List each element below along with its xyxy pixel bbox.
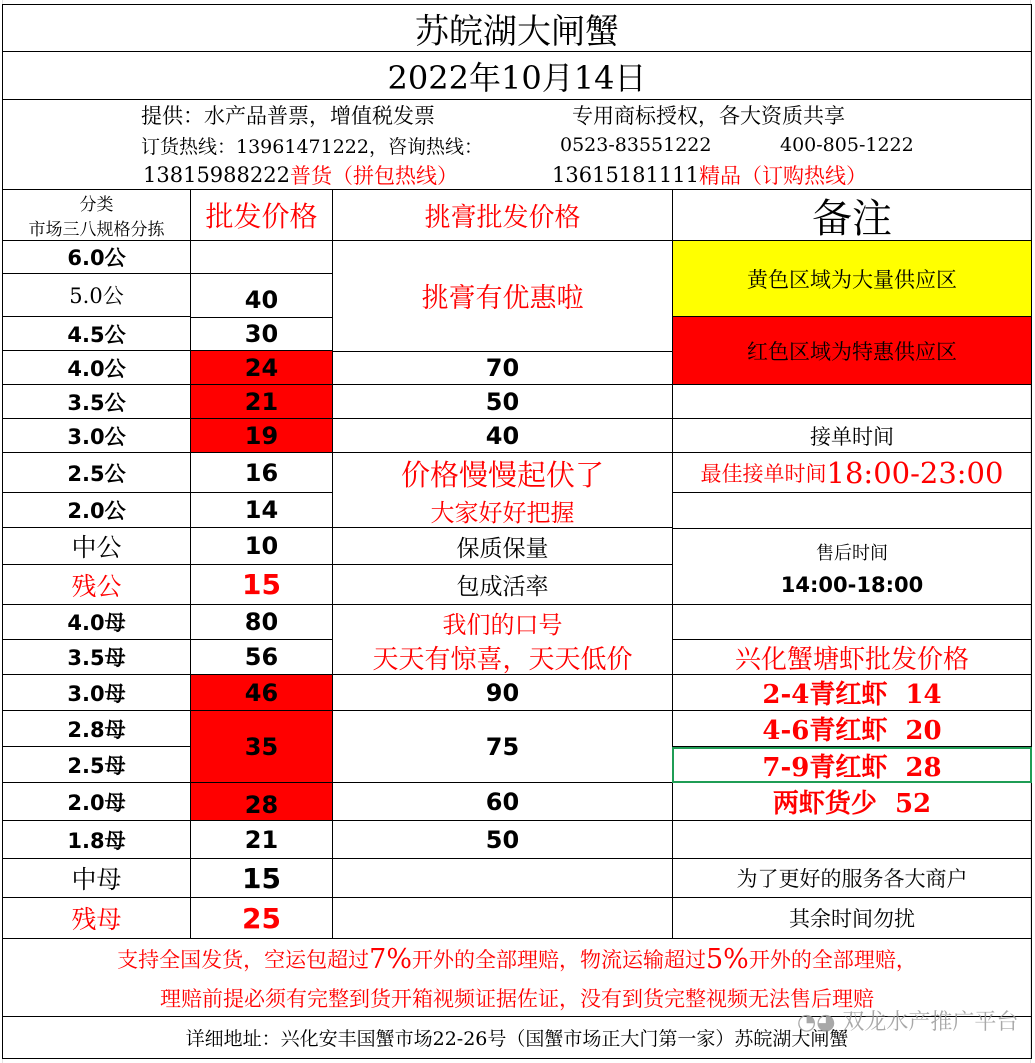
- price-cell-special: 46: [190, 675, 332, 711]
- order-time-prefix: 最佳接单时间: [700, 461, 827, 486]
- spec-cell: 5.0公: [2, 274, 190, 317]
- phone-a-note: 普货（拼包热线）: [289, 163, 458, 188]
- footer-shipping-c: 开外的全部理赔，: [748, 948, 917, 972]
- picked-cell: 70: [332, 351, 672, 385]
- price-cell: 56: [190, 640, 332, 675]
- spec-header: 市场三八规格分拣: [2, 214, 190, 241]
- hotline-label: 订货热线：13961471222，咨询热线：: [2, 130, 542, 160]
- order-time-row: [672, 453, 1032, 493]
- red-zone-note: 红色区域为特惠供应区: [672, 317, 1032, 385]
- price-cell: 21: [190, 821, 332, 859]
- picked-cell: [332, 859, 672, 898]
- footer-shipping: [2, 939, 1032, 979]
- phone-b-row: [542, 160, 1032, 190]
- price-header: 批发价格: [190, 190, 332, 241]
- order-time-label: 接单时间: [672, 419, 1032, 453]
- price-cell: [190, 241, 332, 274]
- picked-cell: 90: [332, 675, 672, 711]
- spec-cell: 3.0母: [2, 675, 190, 711]
- remarks-cell: [672, 821, 1032, 859]
- price-cell-special: 28: [190, 783, 332, 821]
- footer-pct-1: 7%: [369, 943, 412, 975]
- phone-b: 13615181111: [552, 162, 699, 187]
- picked-cell: 保质保量: [332, 528, 672, 565]
- price-cell: 25: [190, 898, 332, 939]
- footer-claims: 理赔前提必须有完整到货开箱视频证据佐证，没有到货完整视频无法售后理赔: [2, 979, 1032, 1017]
- shrimp-title: 兴化蟹塘虾批发价格: [672, 640, 1032, 675]
- price-cell: 40: [190, 274, 332, 317]
- service-note-1: 为了更好的服务各大商户: [672, 859, 1032, 898]
- price-cell-special: 24: [190, 351, 332, 385]
- price-cell: 16: [190, 453, 332, 493]
- spec-cell: 3.5公: [2, 385, 190, 419]
- remarks-cell: [672, 605, 1032, 640]
- supply-info: 提供：水产品普票，增值税发票: [2, 100, 542, 130]
- price-cell-special: 21: [190, 385, 332, 419]
- sheet-date: 2022年10月14日: [2, 52, 1032, 100]
- spec-cell: 3.0公: [2, 419, 190, 453]
- price-cell-special: 35: [190, 711, 332, 783]
- picked-cell: [332, 241, 672, 274]
- footer-shipping-a: 支持全国发货，空运包超过: [117, 948, 370, 972]
- spec-cell: 2.0公: [2, 493, 190, 528]
- picked-cell: 50: [332, 385, 672, 419]
- shrimp-price-2: 4-6青红虾 20: [672, 711, 1032, 747]
- spec-cell: 2.8母: [2, 711, 190, 747]
- yellow-zone-note: 黄色区域为大量供应区: [672, 241, 1032, 317]
- aftersale-label: 售后时间: [672, 528, 1032, 565]
- footer-address: 详细地址：兴化安丰国蟹市场22-26号（国蟹市场正大门第一家）苏皖湖大闸蟹: [2, 1017, 1032, 1059]
- picked-cell: 75: [332, 711, 672, 783]
- category-header: 分类: [2, 190, 190, 214]
- picked-cell: 大家好好把握: [332, 493, 672, 528]
- license-info: 专用商标授权，各大资质共享: [542, 100, 1032, 130]
- picked-cell: [332, 898, 672, 939]
- shrimp-price-3-selected[interactable]: 7-9青红虾 28: [672, 747, 1032, 783]
- phone-b-note: 精品（订购热线）: [698, 163, 867, 188]
- picked-cell: 包成活率: [332, 565, 672, 605]
- spec-cell: 1.8母: [2, 821, 190, 859]
- picked-cell: 天天有惊喜，天天低价: [332, 640, 672, 675]
- spec-cell: 4.0母: [2, 605, 190, 640]
- spec-cell: 残母: [2, 898, 190, 939]
- watermark-text: 双龙水产推广平台: [842, 1010, 1019, 1035]
- footer-shipping-b: 开外的全部理赔，物流运输超过: [412, 948, 706, 972]
- spec-cell: 3.5母: [2, 640, 190, 675]
- hotline-2: 0523-83551222: [560, 134, 712, 156]
- spec-cell: 4.5公: [2, 317, 190, 351]
- price-cell: 15: [190, 565, 332, 605]
- price-cell-special: 19: [190, 419, 332, 453]
- price-cell: 80: [190, 605, 332, 640]
- remarks-cell: [672, 493, 1032, 528]
- spec-cell: 4.0公: [2, 351, 190, 385]
- watermark: [797, 1005, 1018, 1036]
- shrimp-price-1: 2-4青红虾 14: [672, 675, 1032, 711]
- remarks-cell: [672, 385, 1032, 419]
- price-cell: 30: [190, 317, 332, 351]
- price-cell: 10: [190, 528, 332, 565]
- spreadsheet: [2, 0, 1032, 1063]
- spec-cell: 2.0母: [2, 783, 190, 821]
- footer-pct-2: 5%: [706, 943, 749, 975]
- picked-cell: 挑膏有优惠啦: [332, 274, 672, 317]
- phone-a: 13815988222: [143, 162, 290, 187]
- picked-cell: 50: [332, 821, 672, 859]
- phone-a-row: [2, 160, 542, 190]
- picked-price-header: 挑膏批发价格: [332, 190, 672, 241]
- aftersale-value: 14:00-18:00: [672, 565, 1032, 605]
- spec-cell: 2.5母: [2, 747, 190, 783]
- picked-cell: 价格慢慢起伏了: [332, 453, 672, 493]
- spec-cell: 2.5公: [2, 453, 190, 493]
- sheet-title: 苏皖湖大闸蟹: [2, 4, 1032, 52]
- spec-cell: 中公: [2, 528, 190, 565]
- order-time-value: 18:00-23:00: [826, 455, 1004, 490]
- picked-cell: 40: [332, 419, 672, 453]
- price-cell: 14: [190, 493, 332, 528]
- spec-cell: 6.0公: [2, 241, 190, 274]
- picked-cell: 60: [332, 783, 672, 821]
- wechat-icon: ◔◕: [797, 1010, 843, 1035]
- picked-cell: 我们的口号: [332, 605, 672, 640]
- price-cell: 15: [190, 859, 332, 898]
- spec-cell: 中母: [2, 859, 190, 898]
- service-note-2: 其余时间勿扰: [672, 898, 1032, 939]
- remarks-header: 备注: [672, 190, 1032, 241]
- spec-cell: 残公: [2, 565, 190, 605]
- hotline-3: 400-805-1222: [762, 130, 1032, 160]
- shrimp-price-4: 两虾货少 52: [672, 783, 1032, 821]
- picked-cell: [332, 317, 672, 351]
